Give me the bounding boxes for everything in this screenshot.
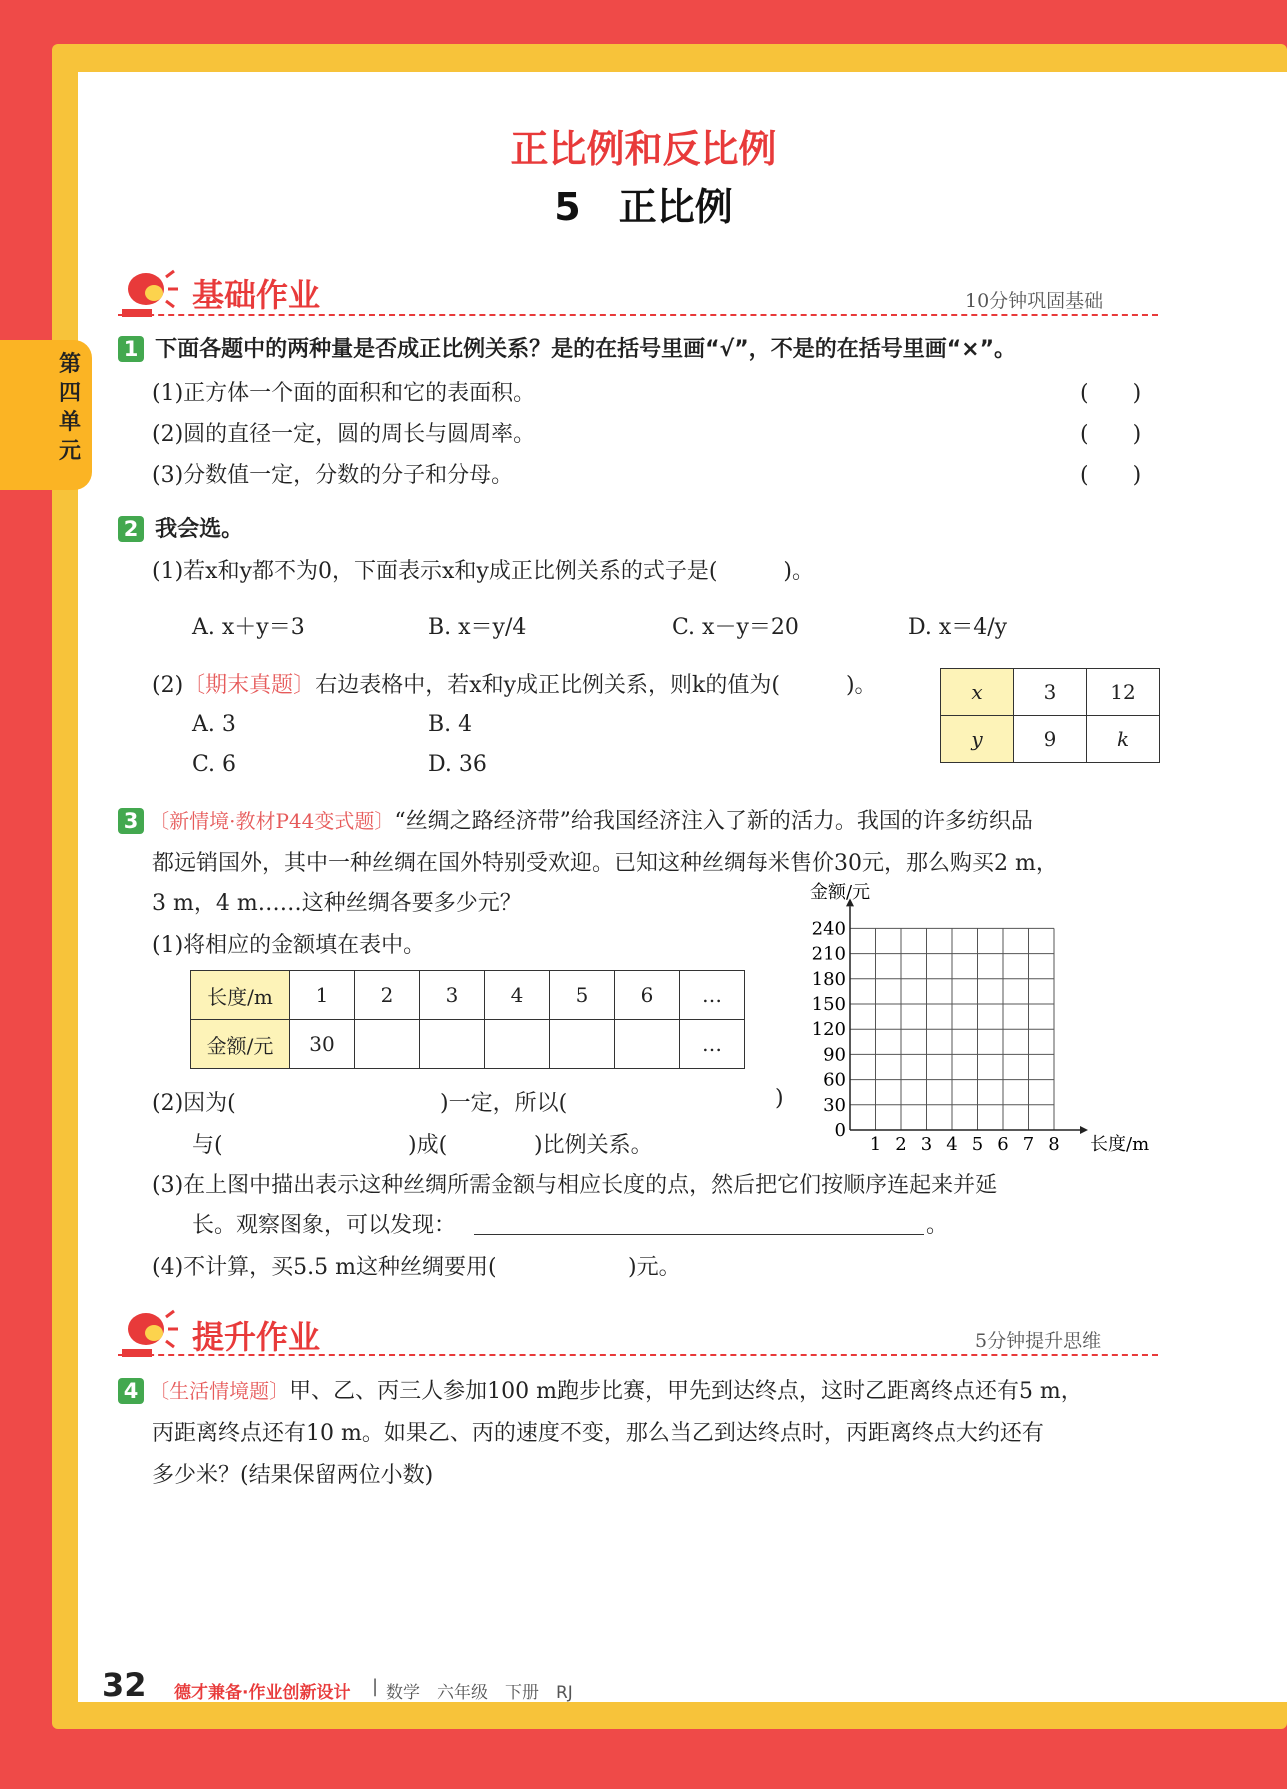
q3-sub2-line1c: ) <box>775 1086 784 1111</box>
y-tick-label: 60 <box>823 1069 846 1091</box>
q3-sub2-line1b: )一定，所以( <box>440 1091 568 1116</box>
q2-number: 2 <box>118 516 144 542</box>
q3-tag: 〔新情境·教材P44变式题〕 <box>149 809 395 833</box>
x-tick-label: 5 <box>971 1134 984 1155</box>
q2-sub1: (1)若x和y都不为0，下面表示x和y成正比例关系的式子是( )。 <box>152 559 814 584</box>
q2-header <box>118 512 243 543</box>
y-tick-label: 120 <box>811 1019 846 1041</box>
footer-brand: 德才兼备·作业创新设计 <box>174 1683 351 1703</box>
x-tick-label: 3 <box>920 1134 933 1155</box>
q3-sub2-line2a: 与( <box>192 1133 223 1158</box>
q1-answer-2[interactable]: ( ) <box>1080 422 1142 447</box>
q1-answer-3[interactable]: ( ) <box>1080 463 1142 488</box>
x-tick-label: 4 <box>946 1134 958 1155</box>
q3-sub3-end: 。 <box>926 1213 949 1238</box>
q4-text-line1: 甲、乙、丙三人参加100 m跑步比赛，甲先到达终点，这时乙距离终点还有5 m， <box>289 1379 1083 1404</box>
table-cell: 6 <box>615 971 680 1020</box>
table-cell: 5 <box>550 971 615 1020</box>
q2-option-d[interactable]: D. x＝4/y <box>908 615 1008 640</box>
q3-price-table <box>190 970 745 1069</box>
table-cell: 30 <box>290 1020 355 1069</box>
q2-sub2-option-d[interactable]: D. 36 <box>428 752 487 777</box>
table-answer-cell[interactable] <box>355 1020 420 1069</box>
table-cell: 1 <box>290 971 355 1020</box>
section-basic-label: 基础作业 <box>192 276 321 314</box>
q3-header <box>118 804 1033 835</box>
q3-sub4a: (4)不计算，买5.5 m这种丝绸要用( <box>152 1255 497 1280</box>
q4-text-line3: 多少米？(结果保留两位小数) <box>152 1463 434 1488</box>
footer-separator: | <box>372 1676 379 1697</box>
x-tick-label: 7 <box>1022 1134 1035 1155</box>
lamp-icon <box>118 265 182 321</box>
q3-number: 3 <box>118 808 144 834</box>
q4-tag: 〔生活情境题〕 <box>149 1379 290 1403</box>
q3-sub2-line2b: )成( <box>408 1133 448 1158</box>
q1-item-3: (3)分数值一定，分数的分子和分母。 <box>152 463 514 488</box>
table-row <box>191 1020 745 1069</box>
q1-item-1: (1)正方体一个面的面积和它的表面积。 <box>152 381 536 406</box>
q2-text: 我会选。 <box>155 517 244 542</box>
q2-sub2-option-b[interactable]: B. 4 <box>428 712 473 737</box>
table-answer-cell[interactable] <box>615 1020 680 1069</box>
table-cell: 12 <box>1087 669 1160 716</box>
x-tick-label: 8 <box>1048 1134 1060 1155</box>
q2-sub2-text: 右边表格中，若x和y成正比例关系，则k的值为( )。 <box>315 673 877 698</box>
table-cell: 9 <box>1014 716 1087 763</box>
q1-answer-1[interactable]: ( ) <box>1080 381 1142 406</box>
q3-text-line1: “丝绸之路经济带”给我国经济注入了新的活力。我国的许多纺织品 <box>394 809 1033 834</box>
y-tick-label: 210 <box>811 943 846 965</box>
y-tick-label: 240 <box>811 918 846 940</box>
table-cell: 2 <box>355 971 420 1020</box>
q2-option-b[interactable]: B. x＝y/4 <box>428 615 527 640</box>
q3-text-line2: 都远销国外，其中一种丝绸在国外特别受欢迎。已知这种丝绸每米售价30元，那么购买2 m， <box>152 851 1058 876</box>
x-axis-label: 长度/m <box>1090 1134 1150 1155</box>
section-advanced-label: 提升作业 <box>192 1318 321 1356</box>
page-number: 32 <box>102 1666 147 1704</box>
y-tick-label: 90 <box>823 1044 846 1066</box>
table-cell: 3 <box>420 971 485 1020</box>
q3-sub3-line1: (3)在上图中描出表示这种丝绸所需金额与相应长度的点，然后把它们按顺序连起来并延 <box>152 1173 998 1198</box>
table-answer-cell[interactable] <box>550 1020 615 1069</box>
q2-sub2-option-a[interactable]: A. 3 <box>192 712 236 737</box>
q3-sub1: (1)将相应的金额填在表中。 <box>152 933 426 958</box>
x-tick-label: 6 <box>997 1134 1009 1155</box>
q4-text-line2: 丙距离终点还有10 m。如果乙、丙的速度不变，那么当乙到达终点时，丙距离终点大约还有 <box>152 1421 1044 1446</box>
q3-sub3-line2: 长。观察图象，可以发现： <box>192 1213 457 1238</box>
x-tick-label: 1 <box>869 1134 882 1155</box>
q3-text-line3: 3 m，4 m……这种丝绸各要多少元？ <box>152 891 522 916</box>
q2-sub2-option-c[interactable]: C. 6 <box>192 752 237 777</box>
q3-sub2-line2c: )比例关系。 <box>534 1133 653 1158</box>
table-answer-cell[interactable] <box>485 1020 550 1069</box>
q2-sub2-tag: 〔期末真题〕 <box>183 673 316 698</box>
table-cell: … <box>680 971 745 1020</box>
q1-header <box>118 332 1016 363</box>
y-tick-label: 30 <box>823 1094 846 1116</box>
y-tick-label: 180 <box>811 968 846 990</box>
section-divider <box>118 1354 1158 1356</box>
table-cell: y <box>941 716 1014 763</box>
x-axis-arrow <box>1080 1126 1088 1134</box>
table-cell: x <box>941 669 1014 716</box>
footer-book-info: 数学 六年级 下册 RJ <box>386 1683 573 1703</box>
table-answer-cell[interactable] <box>420 1020 485 1069</box>
q2-sub2 <box>152 668 877 699</box>
q1-text: 下面各题中的两种量是否成正比例关系？是的在括号里画“√”，不是的在括号里画“×”。 <box>155 337 1017 362</box>
q1-item-2: (2)圆的直径一定，圆的周长与圆周率。 <box>152 422 536 447</box>
q3-sub4b: )元。 <box>628 1255 681 1280</box>
table-cell: … <box>680 1020 745 1069</box>
q2-xy-table <box>940 668 1160 763</box>
table-cell: 3 <box>1014 669 1087 716</box>
unit-tab <box>0 340 92 490</box>
q2-sub2-prefix: (2) <box>152 673 184 698</box>
table-cell: 长度/m <box>191 971 290 1020</box>
section-divider <box>118 314 1158 316</box>
table-row <box>941 669 1160 716</box>
q2-option-c[interactable]: C. x－y＝20 <box>672 615 799 640</box>
q4-header <box>118 1374 1083 1405</box>
section-basic-time: 10分钟巩固基础 <box>965 290 1104 312</box>
y-tick-label: 150 <box>811 994 846 1015</box>
q4-number: 4 <box>118 1378 144 1404</box>
q1-number: 1 <box>118 336 144 362</box>
y-axis-label: 金额/元 <box>810 882 871 903</box>
q3-sub2-line1a: (2)因为( <box>152 1091 236 1116</box>
table-cell: 金额/元 <box>191 1020 290 1069</box>
table-cell: k <box>1087 716 1160 763</box>
table-cell: 4 <box>485 971 550 1020</box>
q3-observation-answer-line[interactable] <box>474 1234 924 1235</box>
x-tick-label: 2 <box>895 1134 907 1155</box>
lesson-title: 5 正比例 <box>554 185 733 229</box>
y-tick-label: 0 <box>834 1120 846 1141</box>
table-row <box>941 716 1160 763</box>
q2-option-a[interactable]: A. x＋y＝3 <box>192 615 305 640</box>
lamp-icon <box>118 1305 182 1361</box>
table-row <box>191 971 745 1020</box>
price-length-chart <box>800 878 1160 1158</box>
section-advanced-time: 5分钟提升思维 <box>975 1330 1102 1352</box>
unit-tab-label: 第四单元 <box>58 352 81 464</box>
chapter-title: 正比例和反比例 <box>510 127 777 171</box>
